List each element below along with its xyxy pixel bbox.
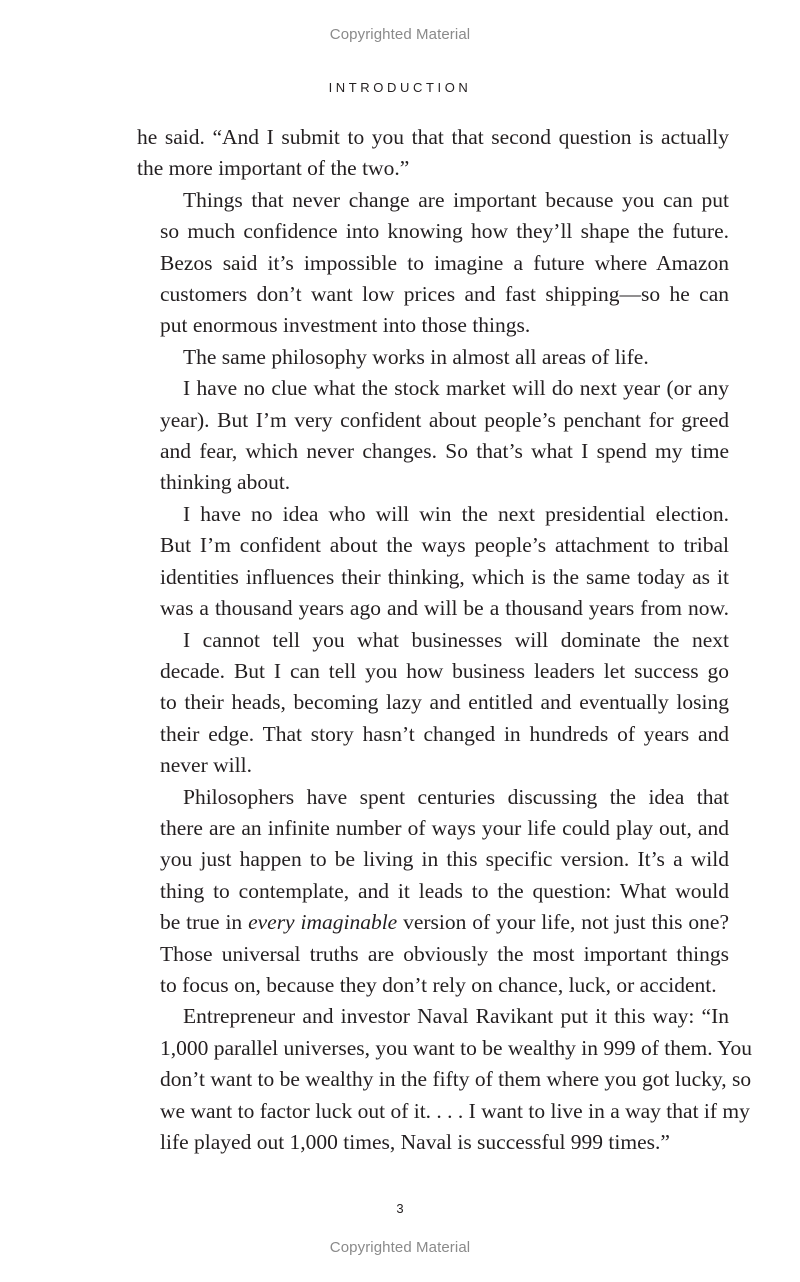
text-line: thinking about. <box>160 470 291 495</box>
paragraph <box>137 625 729 782</box>
text-line: year). But I’m very confident about people’s penchant for greed <box>160 407 729 432</box>
text-run: be true in <box>160 910 249 935</box>
text-line: identities influences their thinking, which is the same today as it <box>160 564 729 589</box>
text-line: Those universal truths are obviously the most important things <box>160 941 729 966</box>
text-line: to their heads, becoming lazy and entitled and eventually losing <box>160 690 729 715</box>
text-line: The same philosophy works in almost all areas of life. <box>183 344 649 369</box>
emphasis-text: every imaginable <box>248 910 398 935</box>
paragraph <box>137 185 729 342</box>
text-line: we want to factor luck out of it. . . . I want to live in a way that if my <box>160 1098 750 1123</box>
text-line: Bezos said it’s impossible to imagine a future where Amazon <box>160 250 729 275</box>
text-line: there are an infinite number of ways your life could play out, and <box>160 815 729 840</box>
text-line: never will. <box>160 753 252 778</box>
text-line-with-emphasis <box>137 907 729 938</box>
paragraph <box>137 122 729 185</box>
text-line: customers don’t want low prices and fast shipping—so he can <box>160 282 729 307</box>
text-line: I have no clue what the stock market will do next year (or any <box>183 376 729 401</box>
text-line: I cannot tell you what businesses will dominate the next <box>183 627 729 652</box>
paragraph <box>137 1001 752 1158</box>
running-head: INTRODUCTION <box>328 80 472 95</box>
text-line: But I’m confident about the ways people’s attachment to tribal <box>160 533 729 558</box>
text-line: was a thousand years ago and will be a thousand years from now. <box>160 596 729 621</box>
text-line: life played out 1,000 times, Naval is successful 999 times.” <box>160 1130 670 1154</box>
text-line: the more important of the two.” <box>137 156 410 181</box>
text-line: Things that never change are important because you can put <box>183 187 729 212</box>
paragraph <box>137 782 729 1002</box>
text-run: version of your life, not just this one? <box>397 910 729 935</box>
paragraph <box>137 499 729 625</box>
page-number: 3 <box>396 1201 404 1216</box>
text-line: don’t want to be wealthy in the fifty of them where you got lucky, so <box>160 1067 752 1092</box>
text-line: their edge. That story hasn’t changed in hundreds of years and <box>160 721 729 746</box>
copyright-watermark-top: Copyrighted Material <box>329 26 471 43</box>
copyright-watermark-bottom: Copyrighted Material <box>329 1239 471 1256</box>
text-line: thing to contemplate, and it leads to the question: What would <box>160 878 729 903</box>
paragraph <box>137 373 729 499</box>
text-line: 1,000 parallel universes, you want to be wealthy in 999 of them. You <box>160 1035 752 1060</box>
text-line: so much confidence into knowing how they’ll shape the future. <box>160 219 729 244</box>
text-line: decade. But I can tell you how business leaders let success go <box>160 658 729 683</box>
text-line: I have no idea who will win the next presidential election. <box>183 501 729 526</box>
text-line: you just happen to be living in this specific version. It’s a wild <box>160 847 729 872</box>
text-line: he said. “And I submit to you that that second question is actually <box>137 125 729 149</box>
text-line: Entrepreneur and investor Naval Ravikant put it this way: “In <box>183 1004 729 1029</box>
text-line: and fear, which never changes. So that’s what I spend my time <box>160 439 729 464</box>
text-line: to focus on, because they don’t rely on chance, luck, or accident. <box>160 972 717 997</box>
text-line: Philosophers have spent centuries discussing the idea that <box>183 784 729 809</box>
text-line: put enormous investment into those things. <box>160 313 531 338</box>
page-body <box>137 122 752 1158</box>
paragraph <box>137 342 729 373</box>
